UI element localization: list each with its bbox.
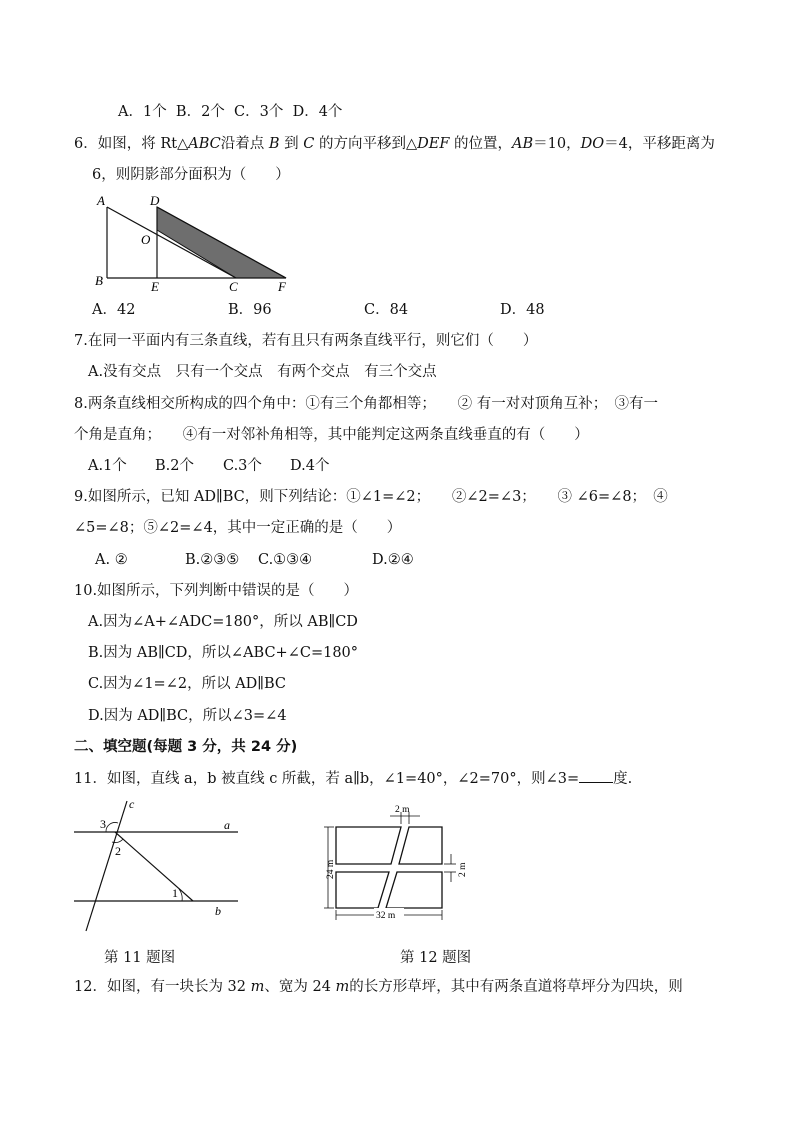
- q8-option-d: D.4个: [290, 458, 330, 474]
- q9-line2: ∠5=∠8；⑤∠2=∠4，其中一定正确的是（ ）: [74, 520, 402, 536]
- q6-text: 到: [279, 136, 304, 152]
- transversal: [115, 832, 193, 901]
- q9-option-d: D.②④: [372, 552, 414, 568]
- q11-question: [74, 768, 632, 789]
- q12-unit-m: m: [250, 979, 265, 995]
- q6-abc: ABC: [188, 136, 221, 152]
- q8-line1: 8.两条直线相交所构成的四个角中：①有三个角都相等； ② 有一对对顶角互补； ③有一: [74, 396, 658, 412]
- q11-answer-blank[interactable]: [579, 768, 613, 783]
- q6-c: C: [303, 136, 315, 152]
- q6-text: 如图，将 Rt△: [97, 136, 189, 152]
- label-b: B: [95, 273, 103, 288]
- q9-line1: 9.如图所示，已知 AD∥BC，则下列结论：①∠1=∠2； ②∠2=∠3； ③ ∠6=∠8； ④: [74, 489, 668, 505]
- q7-question: 7.在同一平面内有三条直线，若有且只有两条直线平行，则它们（ ）: [74, 333, 538, 349]
- q5-option-d: D．4个: [292, 104, 343, 120]
- q6-def: DEF: [417, 136, 450, 152]
- q6-text: 的位置，: [449, 136, 512, 152]
- q6-triangle-figure: [88, 192, 298, 292]
- q12-caption: 第 12 题图: [400, 950, 472, 966]
- q6-line2: 6，则阴影部分面积为（ ）: [92, 167, 290, 183]
- dim-bottom-label: 32 m: [376, 911, 396, 921]
- q5-option-c: C．3个: [234, 104, 284, 120]
- q5-option-a: A．1个: [118, 104, 167, 120]
- label-a: a: [224, 818, 230, 832]
- q6-text: ＝4，平移距离为: [604, 136, 715, 152]
- q8-line2: 个角是直角； ④有一对邻补角相等，其中能判定这两条直线垂直的有（ ）: [74, 427, 589, 443]
- label-b: b: [215, 904, 221, 918]
- q8-option-c: C.3个: [223, 458, 262, 474]
- q12-figure: [320, 802, 470, 924]
- label-e: E: [151, 279, 159, 292]
- q5-option-b: B．2个: [175, 104, 225, 120]
- q6-text: 的方向平移到△: [314, 136, 418, 152]
- q12-text: 的长方形草坪，其中有两条直道将草坪分为四块，则: [349, 979, 683, 995]
- q6-ab: AB: [512, 136, 534, 152]
- q10-option-c: C.因为∠1=∠2，所以 AD∥BC: [88, 676, 287, 692]
- plot-bottom-left: [336, 872, 389, 908]
- q8-option-a: A.1个: [88, 458, 127, 474]
- q6-number: 6．: [74, 136, 98, 152]
- q12-number: 12．: [74, 979, 107, 995]
- label-2: 2: [115, 844, 121, 858]
- plot-bottom-right: [386, 872, 442, 908]
- plot-top-right: [399, 827, 442, 864]
- q12-text: 、宽为 24: [264, 979, 336, 995]
- q12-line1: [74, 977, 683, 997]
- q6-text: 沿着点: [220, 136, 269, 152]
- q6-option-c: C．84: [364, 302, 409, 318]
- q11-caption: 第 11 题图: [104, 950, 176, 966]
- label-1: 1: [172, 886, 178, 900]
- dim-top-label: 2 m: [395, 805, 410, 815]
- line-c: [86, 801, 127, 931]
- q9-option-c: C.①③④: [258, 552, 313, 568]
- q10-option-d: D.因为 AD∥BC，所以∠3=∠4: [88, 708, 287, 724]
- q6-option-a: A．42: [92, 302, 136, 318]
- label-o: O: [141, 232, 151, 247]
- q5-options: [118, 102, 342, 122]
- q10-option-a: A.因为∠A+∠ADC=180°，所以 AB∥CD: [88, 614, 358, 630]
- q11-text: 11．如图，直线 a，b 被直线 c 所截，若 a∥b，∠1=40°，∠2=70°，则∠3=: [74, 771, 580, 787]
- q12-unit-m: m: [335, 979, 350, 995]
- q9-option-b: B.②③⑤: [185, 552, 240, 568]
- dim-left-label: 24 m: [326, 859, 336, 879]
- angle-3-arc: [106, 822, 118, 832]
- plot-top-left: [336, 827, 401, 864]
- q7-options: A.没有交点 只有一个交点 有两个交点 有三个交点: [88, 364, 437, 380]
- label-d: D: [150, 193, 160, 208]
- q10-question: 10.如图所示，下列判断中错误的是（ ）: [74, 583, 359, 599]
- q12-text: 如图，有一块长为 32: [106, 979, 251, 995]
- label-c: C: [229, 279, 238, 292]
- q9-option-a: A. ②: [95, 552, 128, 568]
- q8-option-b: B.2个: [155, 458, 194, 474]
- label-a: A: [97, 193, 105, 208]
- q11-text-end: 度.: [613, 771, 633, 787]
- q6-option-d: D．48: [500, 302, 545, 318]
- q6-b: B: [268, 136, 280, 152]
- q6-line1: [74, 134, 715, 154]
- q11-figure: [72, 798, 242, 933]
- section-title: 二、填空题(每题 3 分，共 24 分): [74, 739, 298, 755]
- label-c: c: [129, 798, 135, 811]
- dim-right-label: 2 m: [458, 862, 468, 877]
- label-f: F: [278, 279, 286, 292]
- q6-text: ＝10，: [533, 136, 581, 152]
- q6-option-b: B．96: [228, 302, 272, 318]
- label-3: 3: [100, 817, 106, 831]
- q10-option-b: B.因为 AB∥CD，所以∠ABC+∠C=180°: [88, 645, 359, 661]
- q6-do: DO: [580, 136, 605, 152]
